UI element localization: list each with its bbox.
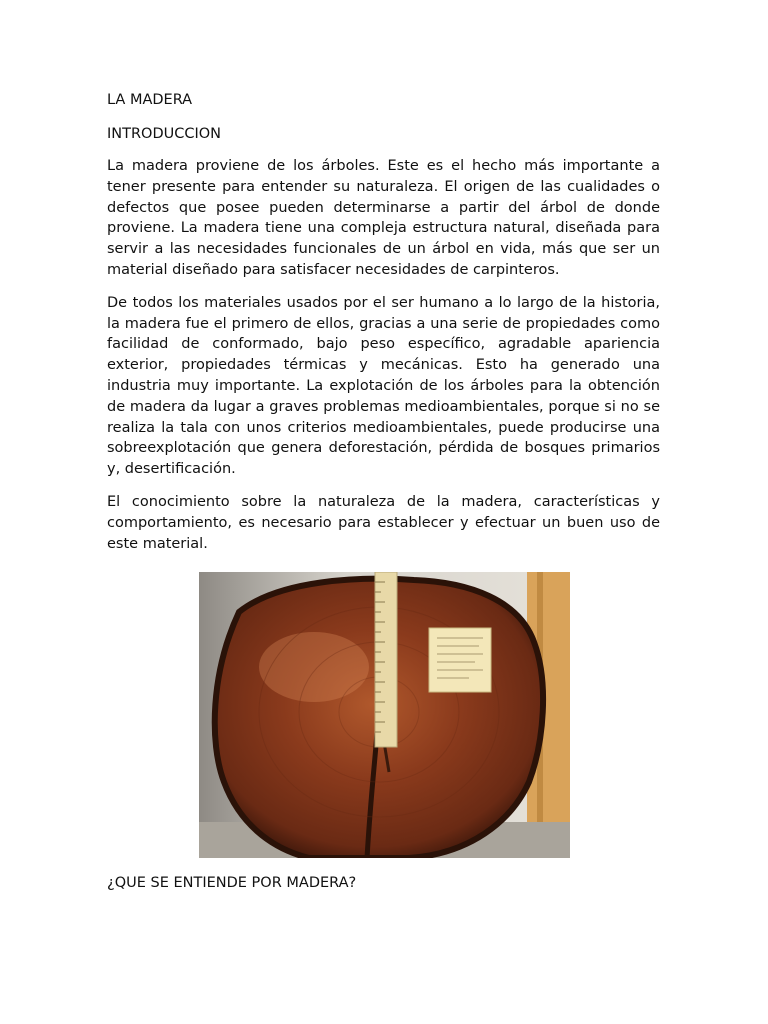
paragraph-3: El conocimiento sobre la naturaleza de la madera, características y comportamiento, es necesario para establecer y efectuar un buen uso de este material.: [107, 493, 660, 552]
paragraph-1: La madera proviene de los árboles. Este es el hecho más importante a tener presente para entender su naturaleza. El origen de las cualidades o defectos que posee pueden determinarse a partir del árbol de donde proviene. La madera tiene una compleja estructura natural, diseñada para servir a las necesidades funcionales de un árbol en vida, más que ser un material diseñado para satisfacer necesidades de carpinteros.: [107, 158, 660, 278]
section-heading-que-se-entiende: ¿QUE SE ENTIENDE POR MADERA?: [107, 875, 357, 891]
paragraph-2: De todos los materiales usados por el ser humano a lo largo de la historia, la madera fue el primero de ellos, gracias a una serie de propiedades como facilidad de conformado, bajo peso específico, agradable apariencia exterior, propiedades térmicas y mecánicas. Esto ha generado una industria muy importante. La explotación de los árboles para la obtención de madera da lugar a graves problemas medioambientales, porque si no se realiza la tala con unos criterios medioambientales, puede producirse una sobreexplotación que genera deforestación, pérdida de bosques primarios y, desertificación.: [107, 294, 660, 478]
tree-cross-section-photo: [199, 572, 570, 858]
document-body: [107, 90, 660, 566]
document-title: LA MADERA: [107, 92, 193, 108]
section-heading-introduccion: INTRODUCCION: [107, 126, 222, 142]
